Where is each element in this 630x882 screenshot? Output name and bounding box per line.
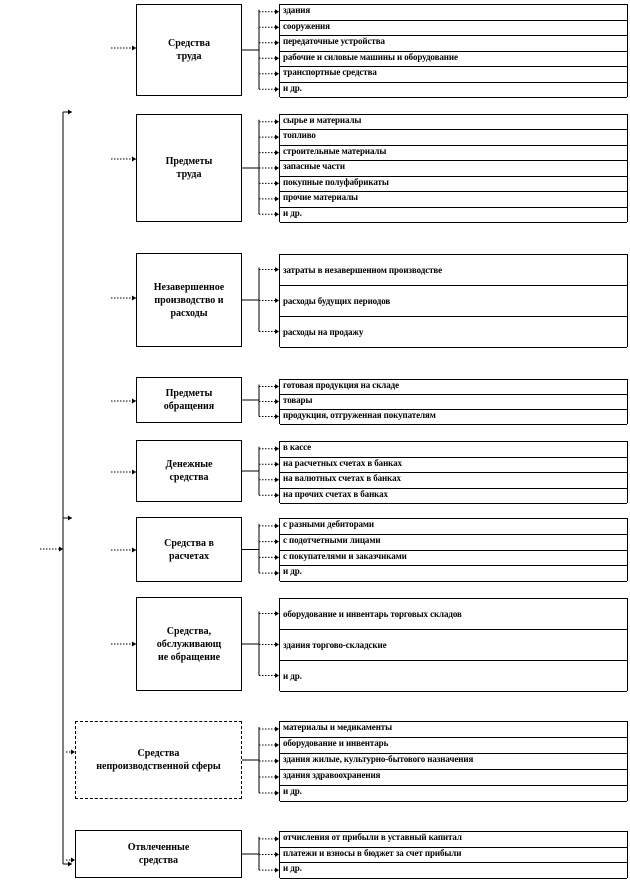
items-list-g5 (279, 441, 628, 503)
list-item: строительные материалы (280, 146, 627, 161)
category-title-line: Средства, (166, 625, 212, 637)
category-title-line: обслуживающ (156, 638, 222, 650)
list-item: и др. (280, 863, 627, 879)
category-title-line: расчетах (169, 550, 209, 562)
list-item: передаточные устройства (280, 36, 627, 52)
category-title-line: труда (176, 51, 202, 62)
list-item: оборудование и инвентарь (280, 738, 627, 754)
arrow-head-icon (68, 516, 72, 521)
category-box-g2 (136, 114, 242, 222)
category-title-line: непроизводственной сферы (96, 761, 221, 772)
list-item: с подотчетными лицами (280, 535, 627, 551)
category-title-line: Денежные (165, 459, 213, 470)
category-title-line: средства (138, 855, 179, 866)
category-title-line: обращения (163, 401, 215, 412)
items-list-g6 (279, 518, 628, 581)
list-item: затраты в незавершенном производстве (280, 255, 627, 286)
list-item: в кассе (280, 442, 627, 458)
items-list-g4 (279, 379, 628, 424)
category-title-line: Незавершенное (153, 281, 225, 293)
list-item: транспортные средства (280, 67, 627, 83)
category-title-line: Отвлеченные (127, 842, 190, 853)
list-item: сырье и материалы (280, 115, 627, 130)
list-item: платежи и взносы в бюджет за счет прибыли (280, 848, 627, 864)
list-item: и др. (280, 566, 627, 582)
list-item: прочие материалы (280, 192, 627, 207)
list-item: материалы и медикаменты (280, 722, 627, 738)
category-box-g3 (136, 253, 242, 347)
items-list-g3 (279, 254, 628, 347)
list-item: сооружения (280, 21, 627, 37)
list-item: здания (280, 5, 627, 21)
list-item: и др. (280, 661, 627, 692)
category-box-g6 (136, 517, 242, 582)
category-box-g1 (136, 4, 242, 96)
category-box-g9 (75, 830, 242, 878)
list-item: оборудование и инвентарь торговых складов (280, 599, 627, 630)
list-item: покупные полуфабрикаты (280, 177, 627, 192)
items-list-g1 (279, 4, 628, 97)
items-list-g8 (279, 721, 628, 801)
list-item: на расчетных счетах в банках (280, 458, 627, 474)
category-title-line: производство и (154, 294, 224, 306)
list-item: готовая продукция на складе (280, 380, 627, 395)
category-title-line: Предметы (165, 156, 213, 167)
list-item: на прочих счетах в банках (280, 489, 627, 505)
list-item: здания торгово-складские (280, 630, 627, 661)
category-box-g7 (136, 597, 242, 691)
category-box-g4 (136, 377, 242, 423)
category-box-g8 (75, 721, 242, 799)
category-title-line: расходы (170, 307, 208, 319)
list-item: и др. (280, 208, 627, 223)
items-list-g2 (279, 114, 628, 222)
list-item: расходы будущих периодов (280, 286, 627, 317)
list-item: отчисления от прибыли в уставный капитал (280, 832, 627, 848)
items-list-g7 (279, 598, 628, 691)
category-title-line: ие обращение (157, 651, 221, 663)
items-list-g9 (279, 831, 628, 878)
category-title-line: Средства в (164, 537, 214, 549)
list-item: и др. (280, 83, 627, 99)
arrow-head-icon (68, 110, 72, 115)
list-item: расходы на продажу (280, 317, 627, 348)
list-item: запасные части (280, 161, 627, 176)
list-item: здания здравоохранения (280, 770, 627, 786)
category-box-g5 (136, 440, 242, 502)
list-item: топливо (280, 130, 627, 145)
category-title-line: Средства (168, 38, 210, 49)
category-title-line: труда (176, 169, 202, 180)
list-item: рабочие и силовые машины и оборудование (280, 52, 627, 68)
category-title-line: Средства (137, 748, 180, 759)
list-item: товары (280, 395, 627, 410)
list-item: и др. (280, 786, 627, 802)
list-item: с разными дебиторами (280, 519, 627, 535)
list-item: продукция, отгруженная покупателям (280, 410, 627, 425)
list-item: здания жилые, культурно-бытового назначения (280, 754, 627, 770)
category-title-line: Предметы (165, 388, 213, 399)
list-item: с покупателями и заказчиками (280, 551, 627, 567)
list-item: на валютных счетах в банках (280, 473, 627, 489)
arrow-head-icon (59, 547, 63, 552)
category-title-line: средства (169, 472, 209, 483)
arrow-head-icon (68, 862, 72, 867)
